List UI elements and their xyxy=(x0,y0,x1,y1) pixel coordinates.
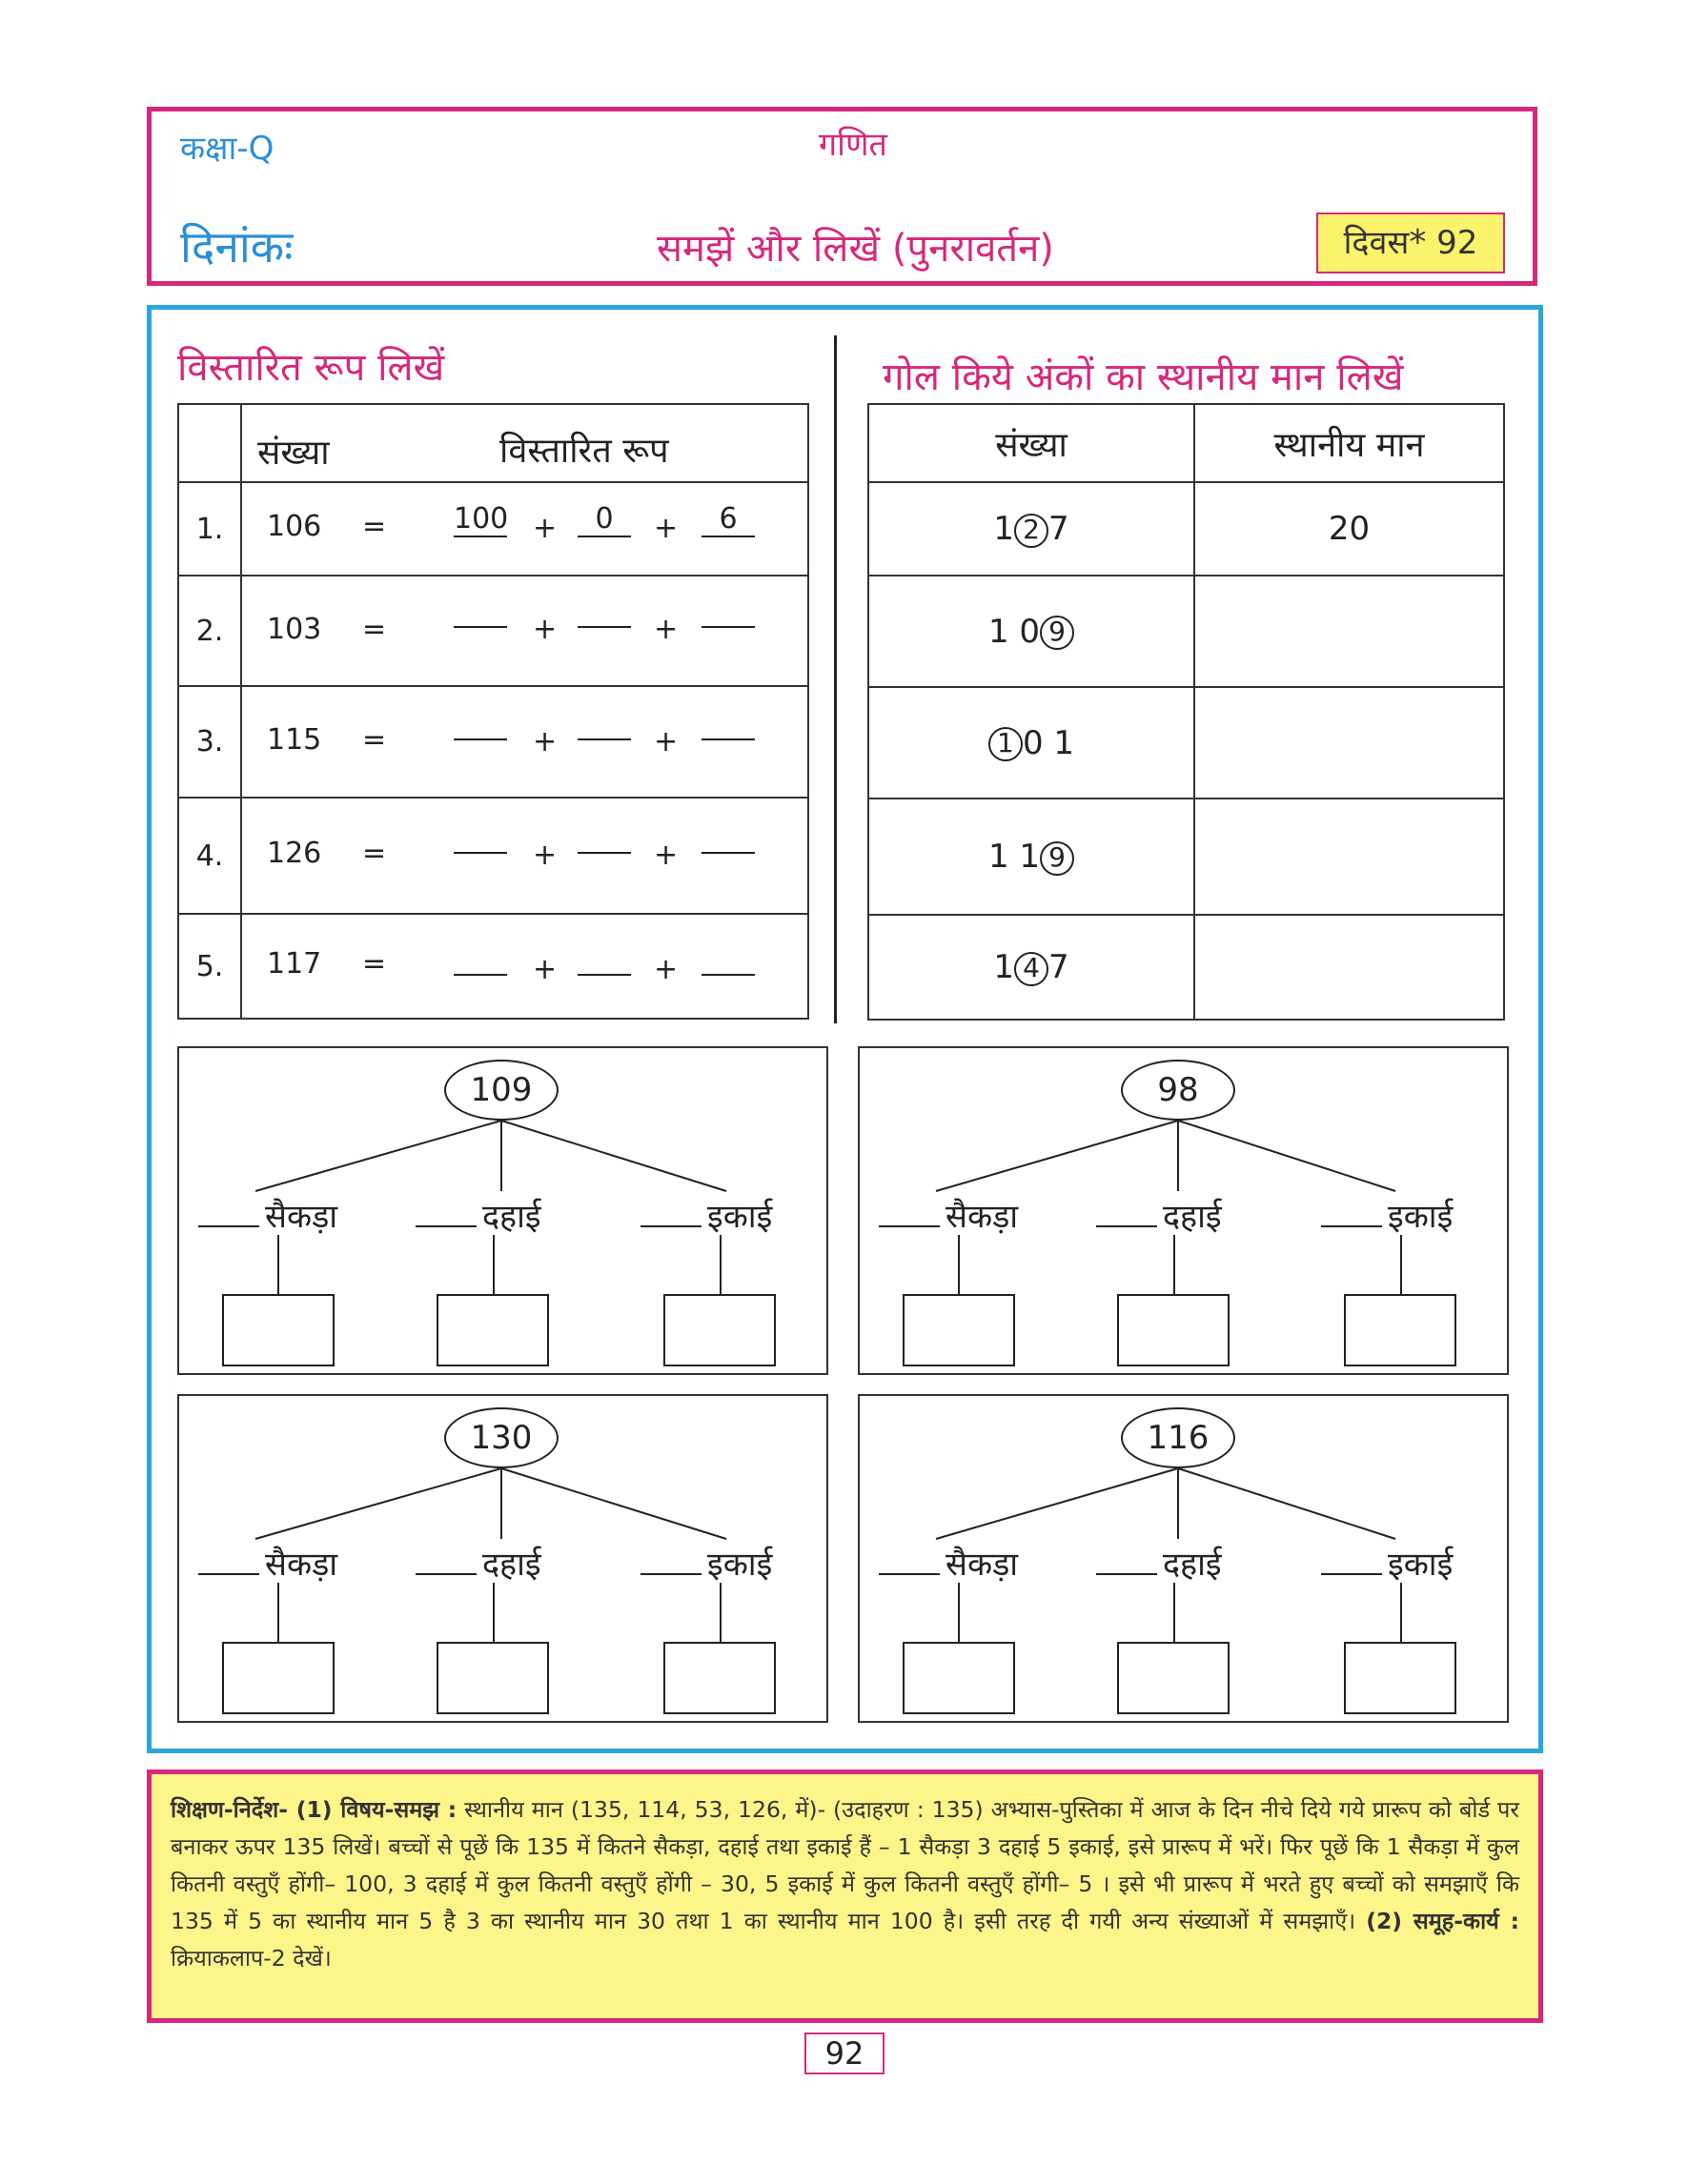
table-row xyxy=(178,686,808,798)
hundreds-label: सैकड़ा xyxy=(198,1193,337,1237)
tens-blank[interactable] xyxy=(578,624,631,628)
tens-blank[interactable] xyxy=(416,1225,477,1227)
equals-sign: = xyxy=(362,947,387,981)
ones-blank[interactable]: 6 xyxy=(702,502,755,537)
number-cell: 1 0 9 xyxy=(868,576,1194,687)
day-badge xyxy=(1316,212,1505,273)
ones-answer-box[interactable] xyxy=(663,1294,776,1366)
plus-sign: + xyxy=(654,512,679,545)
equals-sign: = xyxy=(362,723,387,757)
expanded-form-table xyxy=(177,403,809,1020)
section-divider xyxy=(834,335,837,1023)
date-label: दिनांकः xyxy=(180,221,294,273)
hundreds-label: सैकड़ा xyxy=(879,1193,1018,1237)
place-value-answer[interactable] xyxy=(1194,799,1504,915)
tens-answer-box[interactable] xyxy=(1117,1642,1230,1714)
hundreds-blank[interactable] xyxy=(198,1225,259,1227)
table-row xyxy=(868,687,1504,799)
teaching-instructions xyxy=(147,1769,1543,2023)
table-row xyxy=(178,798,808,914)
row-number: 106 xyxy=(267,510,322,543)
ones-label: इकाई xyxy=(641,1541,772,1585)
plus-sign: + xyxy=(533,953,558,986)
place-value-table xyxy=(867,403,1505,1021)
tens-blank[interactable] xyxy=(1096,1573,1157,1575)
right-section-title: गोल किये अंकों का स्थानीय मान लिखें xyxy=(883,355,1404,399)
instructions-text-1: स्थानीय मान (135, 114, 53, 126, में)- (उदाहरण : 135) अभ्यास-पुस्तिका में आज के दिन नीचे दिये गये प्रारूप को बोर्ड पर बनाकर ऊपर 135 लिखें। बच्चों से पूछें कि 135 में कितने सैकड़ा, दहाई तथा इकाई हैं – 1 सैकड़ा 3 दहाई 5 इकाई, इसे प्रारूप में भरें। फिर पूछें कि 1 सैकड़ा में कुल कितनी वस्तुएँ होंगी– 100, 3 दहाई में कुल कितनी वस्तुएँ होंगी – 30, 5 इकाई में कुल कितनी वस्तुएँ होंगी– 5 । इसे भी प्रारूप में भरते हुए बच्चों को समझाएँ कि 135 में 5 का स्थानीय मान 5 है 3 का स्थानीय मान 30 तथा 1 का स्थानीय मान 100 है। इसी तरह दी गयी अन्य संख्याओं में समझाएँ। xyxy=(171,1796,1519,1934)
column-header-number: संख्या xyxy=(868,404,1194,482)
tens-blank[interactable] xyxy=(578,737,631,740)
ones-blank[interactable] xyxy=(641,1573,702,1575)
ones-blank[interactable] xyxy=(641,1225,702,1227)
tens-label: दहाई xyxy=(416,1193,541,1237)
ones-answer-box[interactable] xyxy=(1344,1294,1456,1366)
hundreds-blank[interactable] xyxy=(454,737,507,740)
instructions-label-2: (2) समूह-कार्य : xyxy=(1366,1908,1519,1934)
plus-sign: + xyxy=(533,512,558,545)
ones-blank[interactable] xyxy=(1321,1225,1382,1227)
class-label: कक्षा-Q xyxy=(180,130,275,168)
place-value-tree xyxy=(858,1394,1509,1723)
ones-label: इकाई xyxy=(1321,1541,1453,1585)
row-index: 3. xyxy=(178,686,241,798)
row-index: 1. xyxy=(178,482,241,576)
place-value-tree xyxy=(177,1046,828,1375)
day-number: 92 xyxy=(1436,224,1478,262)
day-star: * xyxy=(1409,223,1427,262)
tree-number: 116 xyxy=(1121,1407,1235,1468)
tens-answer-box[interactable] xyxy=(1117,1294,1230,1366)
column-header-number: संख्या xyxy=(257,434,330,473)
table-row xyxy=(178,576,808,686)
row-index: 5. xyxy=(178,914,241,1019)
tens-label: दहाई xyxy=(1096,1193,1222,1237)
plus-sign: + xyxy=(654,839,679,872)
page-number: 92 xyxy=(804,2032,885,2074)
hundreds-blank[interactable] xyxy=(454,972,507,976)
hundreds-answer-box[interactable] xyxy=(222,1294,335,1366)
ones-answer-box[interactable] xyxy=(663,1642,776,1714)
place-value-tree xyxy=(858,1046,1509,1375)
plus-sign: + xyxy=(533,613,558,646)
plus-sign: + xyxy=(533,839,558,872)
column-header-expanded: विस्तारित रूप xyxy=(499,432,669,471)
tens-label: दहाई xyxy=(416,1541,541,1585)
tens-answer-box[interactable] xyxy=(437,1642,549,1714)
place-value-answer[interactable] xyxy=(1194,576,1504,687)
hundreds-blank[interactable] xyxy=(879,1573,940,1575)
column-header-place-value: स्थानीय मान xyxy=(1194,404,1504,482)
table-row xyxy=(868,482,1504,576)
hundreds-blank[interactable] xyxy=(198,1573,259,1575)
ones-answer-box[interactable] xyxy=(1344,1642,1456,1714)
tens-blank[interactable] xyxy=(578,972,631,976)
number-cell: 1 0 1 xyxy=(868,687,1194,799)
ones-blank[interactable] xyxy=(702,972,755,976)
ones-blank[interactable] xyxy=(702,737,755,740)
equals-sign: = xyxy=(362,510,387,543)
row-number: 117 xyxy=(267,947,322,981)
hundreds-blank[interactable] xyxy=(879,1225,940,1227)
circled-digit: 2 xyxy=(1014,514,1048,548)
circled-digit: 9 xyxy=(1040,841,1074,876)
hundreds-label: सैकड़ा xyxy=(879,1541,1018,1585)
tens-blank[interactable] xyxy=(416,1573,477,1575)
hundreds-answer-box[interactable] xyxy=(903,1642,1015,1714)
place-value-tree xyxy=(177,1394,828,1723)
row-index: 4. xyxy=(178,798,241,914)
ones-blank[interactable] xyxy=(702,850,755,854)
tens-blank[interactable]: 0 xyxy=(578,502,631,537)
table-row xyxy=(868,799,1504,915)
table-row xyxy=(868,576,1504,687)
table-row xyxy=(178,914,808,1019)
ones-label: इकाई xyxy=(641,1193,772,1237)
number-cell: 1 4 7 xyxy=(868,915,1194,1020)
hundreds-blank[interactable] xyxy=(454,850,507,854)
circled-digit: 9 xyxy=(1040,616,1074,650)
tens-label: दहाई xyxy=(1096,1541,1222,1585)
hundreds-answer-box[interactable] xyxy=(903,1294,1015,1366)
number-cell: 1 2 7 xyxy=(868,482,1194,576)
plus-sign: + xyxy=(654,613,679,646)
number-cell: 1 1 9 xyxy=(868,799,1194,915)
hundreds-answer-box[interactable] xyxy=(222,1642,335,1714)
instructions-text-2: क्रियाकलाप-2 देखें। xyxy=(171,1945,332,1972)
circled-digit: 1 xyxy=(988,727,1023,761)
tree-number: 130 xyxy=(444,1407,559,1468)
hundreds-blank[interactable] xyxy=(454,624,507,628)
ones-blank[interactable] xyxy=(702,624,755,628)
day-label: दिवस xyxy=(1343,224,1410,262)
hundreds-label: सैकड़ा xyxy=(198,1541,337,1585)
equals-sign: = xyxy=(362,837,387,870)
table-row xyxy=(178,482,808,576)
place-value-answer[interactable] xyxy=(1194,915,1504,1020)
subject-label: गणित xyxy=(819,126,887,164)
tree-number: 98 xyxy=(1121,1060,1235,1121)
left-section-title: विस्तारित रूप लिखें xyxy=(177,346,445,390)
header-panel xyxy=(147,107,1537,286)
table-row xyxy=(868,915,1504,1020)
hundreds-blank[interactable]: 100 xyxy=(454,502,509,536)
tens-blank[interactable] xyxy=(578,850,631,854)
tree-number: 109 xyxy=(444,1060,559,1121)
row-number: 103 xyxy=(267,613,322,646)
plus-sign: + xyxy=(654,725,679,758)
equals-sign: = xyxy=(362,613,387,646)
ones-label: इकाई xyxy=(1321,1193,1453,1237)
row-number: 115 xyxy=(267,723,322,757)
instructions-label-1: शिक्षण-निर्देश- (1) विषय-समझ : xyxy=(171,1796,458,1823)
table-header-row xyxy=(178,404,808,482)
plus-sign: + xyxy=(654,953,679,986)
tens-answer-box[interactable] xyxy=(437,1294,549,1366)
page-title: समझें और लिखें (पुनरावर्तन) xyxy=(657,227,1054,271)
table-header-row xyxy=(868,404,1504,482)
row-number: 126 xyxy=(267,837,322,870)
circled-digit: 4 xyxy=(1014,952,1048,986)
place-value-answer[interactable]: 20 xyxy=(1194,482,1504,576)
tens-blank[interactable] xyxy=(1096,1225,1157,1227)
plus-sign: + xyxy=(533,725,558,758)
row-index: 2. xyxy=(178,576,241,686)
ones-blank[interactable] xyxy=(1321,1573,1382,1575)
place-value-answer[interactable] xyxy=(1194,687,1504,799)
